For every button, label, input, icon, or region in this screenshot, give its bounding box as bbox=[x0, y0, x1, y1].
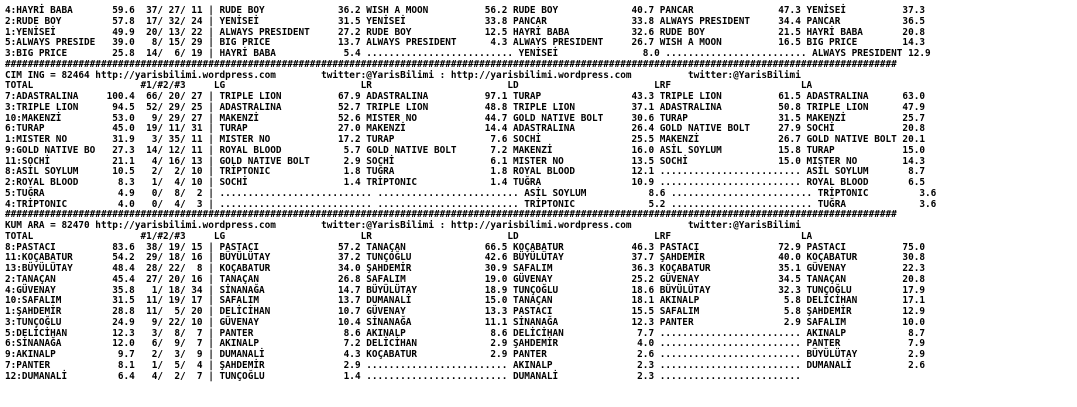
text-line: 8:ASİL SOYLUM 10.5 2/ 2/ 10 | TRİPTONIC 1.8 TUĞRA 1.8 ROYAL BLOOD 12.1 ......................... ASİL SOYLUM 8.7 bbox=[5, 166, 926, 178]
text-line: TOTAL #1/#2/#3 LG LR LD LRF LA bbox=[5, 230, 813, 242]
text-line: 9:AKINALP 9.7 2/ 3/ 9 | DUMANALİ 4.3 KOÇABATUR 2.9 PANTER 2.6 ......................... BÜYÜLÜTAY 2.9 bbox=[5, 349, 926, 360]
text-line: 10:SAFALIM 31.5 11/ 19/ 17 | SAFALIM 13.7 DUMANALİ 15.0 TANAÇAN 18.1 AKINALP 5.8 DELİCİHAN 17.1 bbox=[5, 295, 926, 307]
text-line: 6:SİNANAĞA 12.0 6/ 9/ 7 | AKINALP 7.2 DELİCİHAN 2.9 ŞAHDEMİR 4.0 ......................... PANTER 7.9 bbox=[5, 338, 926, 350]
text-line: 8:PASTACI 83.6 38/ 19/ 15 | PASTACI 57.2 TANAÇAN 66.5 KOÇABATUR 46.3 PASTACI 72.9 PASTACI 75.0 bbox=[5, 241, 926, 253]
text-line: 2:TANAÇAN 45.4 27/ 20/ 16 | TANAÇAN 26.8 SAFALIM 19.0 GÜVENAY 25.2 GÜVENAY 34.5 TANAÇAN 20.8 bbox=[5, 273, 926, 285]
text-line: 11:SOCHİ 21.1 4/ 16/ 13 | GOLD NATIVE BOLT 2.9 SOCHİ 6.1 MISTER NO 13.5 SOCHİ 15.0 MISTER NO 14.3 bbox=[5, 155, 926, 167]
text-line: 9:GOLD NATIVE BO 27.3 14/ 12/ 11 | ROYAL BLOOD 5.7 GOLD NATIVE BOLT 7.2 MAKENZİ 16.0 ASİL SOYLUM 15.8 TURAP 15.0 bbox=[5, 144, 926, 156]
text-line: 13:BÜYÜLÜTAY 48.4 28/ 22/ 8 | KOÇABATUR 34.0 ŞAHDEMİR 30.9 SAFALIM 36.3 KOÇABATUR 35.1 GÜVENAY 22.3 bbox=[5, 263, 926, 274]
text-line: CIM ING = 82464 http://yarisbilimi.wordpress.com twitter:@YarisBilimi : http://yarisbilimi.wordpress.com twitter:@YarisBilimi bbox=[5, 69, 801, 81]
text-line: TOTAL #1/#2/#3 LG LR LD LRF LA bbox=[5, 80, 813, 92]
text-line: 4:TRİPTONIC 4.0 0/ 4/ 3 | ........................... ......................... TRİPTONIC 5.2 ......................... TUĞRA 3.6 bbox=[5, 198, 937, 210]
text-line: 3:BIG PRICE 25.8 14/ 6/ 19 | HAYRİ BABA 5.4 .......................... YENİSEİ 8.0 ......................... ALWAYS PRESIDENT 12.9 bbox=[5, 48, 931, 59]
text-line: 5:ALWAYS PRESIDE 39.0 8/ 15/ 29 | BIG PRICE 13.7 ALWAYS PRESIDENT 4.3 ALWAYS PRESIDENT 26.7 WISH A MOON 16.5 BIG PRICE 14.3 bbox=[5, 37, 926, 49]
text-line: 4:GÜVENAY 35.8 1/ 18/ 34 | SİNANAĞA 14.7 BÜYÜLÜTAY 18.9 TUNÇOĞLU 18.6 BÜYÜLÜTAY 32.3 TUNÇOĞLU 17.9 bbox=[5, 284, 926, 296]
text-line: 4:HAYRİ BABA 59.6 37/ 27/ 11 | RUDE BOY 36.2 WISH A MOON 56.2 RUDE BOY 40.7 PANCAR 47.3 YENİSEİ 37.3 bbox=[5, 5, 926, 16]
text-line: 1:ŞAHDEMİR 28.8 11/ 5/ 20 | DELİCİHAN 10.7 GÜVENAY 13.3 PASTACI 15.5 SAFALIM 5.8 ŞAHDEMİR 12.9 bbox=[5, 306, 926, 317]
text-line: 5:DELİCİHAN 12.3 3/ 8/ 7 | PANTER 8.6 AKINALP 8.6 DELİCİHAN 7.7 ......................... AKINALP 8.7 bbox=[5, 327, 926, 339]
text-line: 2:ROYAL BLOOD 8.3 1/ 4/ 10 | SOCHİ 1.4 TRİPTONIC 1.4 TUĞRA 10.9 ......................... ROYAL BLOOD 6.5 bbox=[5, 177, 926, 188]
text-line: 10:MAKENZİ 53.0 9/ 29/ 27 | MAKENZİ 52.6 MISTER NO 44.7 GOLD NATIVE BOLT 30.6 TURAP 31.5 MAKENZİ 25.7 bbox=[5, 112, 926, 124]
text-line: 12:DUMANALİ 6.4 4/ 2/ 7 | TUNÇOĞLU 1.4 ......................... DUMANALİ 2.3 ......................... bbox=[5, 370, 914, 382]
text-line: 3:TUNÇOĞLU 24.9 9/ 22/ 10 | GÜVENAY 10.4 SİNANAĞA 11.1 SİNANAĞA 12.3 PANTER 2.9 SAFALIM 10.0 bbox=[5, 316, 926, 328]
text-line: 7:PANTER 8.1 1/ 5/ 4 | ŞAHDEMİR 2.9 ......................... AKINALP 2.3 ......................... DUMANALİ 2.6 bbox=[5, 359, 926, 371]
text-line: 6:TURAP 45.0 19/ 11/ 31 | TURAP 27.0 MAKENZİ 14.4 ADASTRALINA 26.4 GOLD NATIVE BOLT 27.9 SOCHİ 20.8 bbox=[5, 123, 926, 135]
text-line: 7:ADASTRALINA 100.4 66/ 20/ 27 | TRIPLE LION 67.9 ADASTRALINA 97.1 TURAP 43.3 TRIPLE LION 61.5 ADASTRALINA 63.0 bbox=[5, 91, 926, 102]
text-line: 1:YENİSEİ 49.9 20/ 13/ 22 | ALWAYS PRESIDENT 27.2 RUDE BOY 12.5 HAYRİ BABA 32.6 RUDE BOY 21.5 HAYRİ BABA 20.8 bbox=[5, 26, 926, 38]
text-line: KUM ARA = 82470 http://yarisbilimi.wordpress.com twitter:@YarisBilimi : http://yarisbilimi.wordpress.com twitter:@YarisBilimi bbox=[5, 220, 801, 231]
text-line: 2:RUDE BOY 57.8 17/ 32/ 24 | YENİSEİ 31.5 YENİSEİ 33.8 PANCAR 33.8 ALWAYS PRESIDENT 34.4 PANCAR 36.5 bbox=[5, 15, 926, 27]
text-line: 1:MISTER NO 31.9 3/ 35/ 11 | MISTER NO 17.2 TURAP 7.6 SOCHİ 25.5 MAKENZİ 26.7 GOLD NATIVE BOLT 20.1 bbox=[5, 134, 926, 145]
text-line: 11:KOÇABATUR 54.2 29/ 18/ 16 | BÜYÜLÜTAY 37.2 TUNÇOĞLU 42.6 BÜYÜLÜTAY 37.7 ŞAHDEMİR 40.0 KOÇABATUR 30.8 bbox=[5, 252, 926, 264]
separator-line: ############################################################################################################################################################## bbox=[5, 210, 897, 221]
text-line: 5:TUĞRA 4.9 0/ 8/ 2 | ........................... ......................... ASİL SOYLUM 8.6 ......................... TRİPTONIC 3.6 bbox=[5, 187, 937, 199]
text-line: 3:TRIPLE LION 94.5 52/ 29/ 25 | ADASTRALINA 52.7 TRIPLE LION 48.8 TRIPLE LION 37.1 ADASTRALINA 50.8 TRIPLE LION 47.9 bbox=[5, 101, 926, 113]
separator-line: ############################################################################################################################################################## bbox=[5, 59, 897, 70]
